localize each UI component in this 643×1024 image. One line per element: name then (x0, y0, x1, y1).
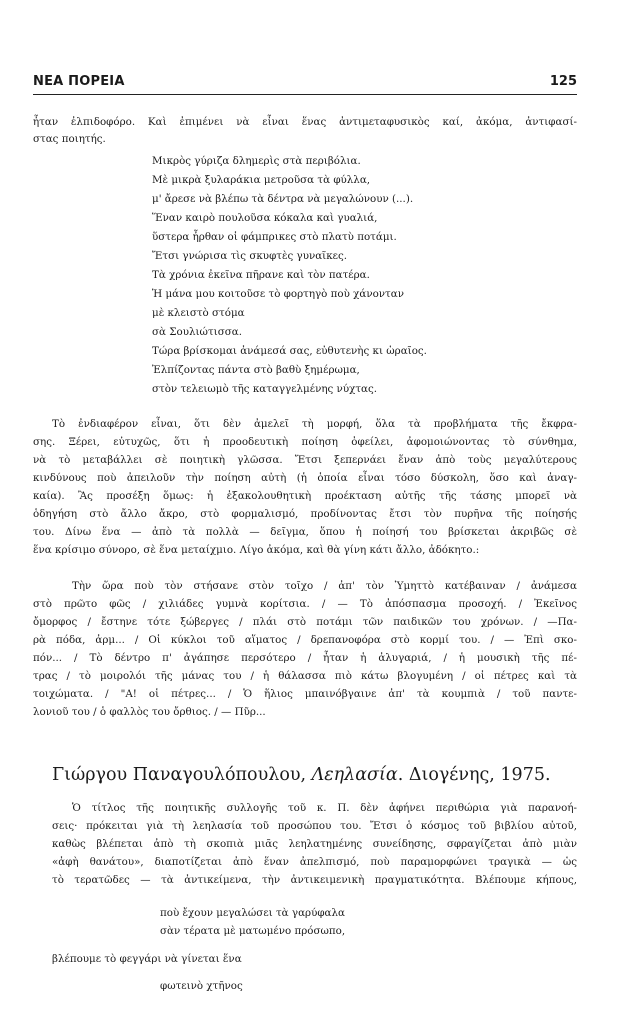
paragraph-line: ὁδηγήση στὸ ἄλλο ἄκρο, στὸ φορμαλισμό, προδίνοντας ἔτσι τὸν πυρῆνα τῆς ποίησής (33, 508, 577, 520)
paragraph-line: ἦταν ἐλπιδοφόρο. Καὶ ἐπιμένει νὰ εἶναι ἕνας ἀντιμεταφυσικὸς καί, ἀκόμα, ἀντιφασί- (33, 116, 577, 128)
poem-line: Τώρα βρίσκομαι ἀνάμεσά σας, εὐθυτενὴς κι ὡραῖος. (152, 345, 427, 357)
excerpt-line: στὸ πρῶτο φῶς / χιλιάδες γυμνὰ κορίτσια. / — Τὸ ἀπόσπασμα προσοχή. / Ἐκεῖνος (33, 598, 577, 610)
poem-line: στὸν τελειωμὸ τῆς καταγγελμένης νύχτας. (152, 383, 378, 395)
paragraph-line: τὸ τερατῶδες — τὰ ἀντικείμενα, τὴν ἀντικειμενικὴ πραγματικότητα. Βλέπουμε κήπους, (52, 874, 577, 886)
excerpt-line: ρὰ πόδα, ἀρμ... / Οἱ κύκλοι τοῦ αἵματος / δρεπανοφόρα στὸ κορμί του. / — Ἐπὶ σκο- (33, 634, 577, 646)
paragraph-line: ἕνα κρίσιμο σύνορο, σὲ ἕνα μεταίχμιο. Λίγο ἀκόμα, καὶ θὰ γίνη κάτι ἄλλο, ἀδόκητο.: (33, 544, 480, 556)
poem-line: Ἡ μάνα μου κοιτοῦσε τὸ φορτηγὸ ποὺ χάνονταν (152, 288, 404, 300)
excerpt-line: πόν... / Τὸ δέντρο π' ἀγάπησε περσότερο / ἦταν ἡ ἀλυγαριά, / ἡ μουσικὴ τῆς πέ- (33, 652, 577, 664)
paragraph-line: σης. Ξέρει, εὐτυχῶς, ὅτι ἡ προοδευτικὴ ποίηση ὀφείλει, ἀφομοιώνοντας τὸ σύνθημα, (33, 436, 577, 448)
poem-line: ὕστερα ἦρθαν οἱ φάμπρικες στὸ πλατὺ ποτάμι. (152, 231, 397, 243)
paragraph-line: «ἀφὴ θανάτου», διαποτίζεται ἀπὸ ἕναν ἀπελπισμό, ποὺ παραμορφώνει τραγικὰ — ὡς (52, 856, 577, 868)
poem-line: σὰ Σουλιώτισσα. (152, 326, 242, 338)
paragraph-line: στας ποιητής. (33, 133, 106, 145)
quote-line: φωτεινὸ χτῆνος (160, 980, 243, 992)
quote-line: ποὺ ἔχουν μεγαλώσει τὰ γαρύφαλα (160, 907, 345, 919)
review-author: Γιώργου Παναγουλόπουλου, (52, 765, 312, 785)
excerpt-line: τοιχώματα. / "Α! οἱ πέτρες... / Ὁ ἥλιος μπαινόβγαινε ἀπ' τὰ κουμπιὰ / τοῦ παντε- (33, 688, 577, 700)
poem-line: Ἐλπίζοντας πάντα στὸ βαθὺ ξημέρωμα, (152, 364, 360, 376)
poem-line: Ἔτσι γνώρισα τὶς σκυφτὲς γυναῖκες. (152, 250, 348, 262)
paragraph-line: κινδύνους ποὺ ἀπειλοῦν τὴν ποίηση αὐτὴ (ἡ ὁποία εἶναι τόσο δύσκολη, ὅσο καὶ ἀναγ- (33, 472, 577, 484)
review-publisher: . Διογένης, 1975. (397, 765, 551, 785)
quote-line: σὰν τέρατα μὲ ματωμένο πρόσωπο, (160, 925, 346, 937)
poem-line: μ' ἄρεσε νὰ βλέπω τὰ δέντρα νὰ μεγαλώνουν (...). (152, 193, 414, 205)
excerpt-line: ὄμορφος / ἔστηνε τότε ξώβεργες / πλάι στὸ ποτάμι τῶν παιδικῶν του χρόνων. / —Πα- (33, 616, 577, 628)
running-header (33, 74, 577, 95)
paragraph-line: καία). Ἂς προσέξη ὅμως: ἡ ἐξακολουθητικὴ προέκταση αὐτῆς τῆς τάσης μπορεῖ νὰ (33, 490, 577, 502)
poem-line: Ἕναν καιρὸ πουλοῦσα κόκαλα καὶ γυαλιά, (152, 212, 378, 224)
excerpt-line: Τὴν ὥρα ποὺ τὸν στήσανε στὸν τοῖχο / ἀπ' τὸν Ὑμηττὸ κατέβαιναν / ἀνάμεσα (72, 580, 577, 592)
paragraph-line: καθὼς βλέπεται ἀπὸ τὴ σκοπιὰ μιᾶς λεηλατημένης συνείδησης, σφραγίζεται ἀπὸ μιὰν (52, 838, 577, 850)
paragraph-line: σεις· πρόκειται γιὰ τὴ λεηλασία τοῦ προσώπου του. Ἔτσι ὁ κόσμος τοῦ βιβλίου αὐτοῦ, (52, 820, 577, 832)
excerpt-line: τρας / τὸ μοιρολόι τῆς μάνας του / ἡ θάλασσα πιὸ κάτω βλογυμένη / οἱ πέτρες καὶ τὰ (33, 670, 577, 682)
paragraph-line: Τὸ ἐνδιαφέρον εἶναι, ὅτι δὲν ἀμελεῖ τὴ μορφή, ὅλα τὰ προβλήματα τῆς ἔκφρα- (52, 418, 577, 430)
paragraph-line: βλέπουμε τὸ φεγγάρι νὰ γίνεται ἕνα (52, 953, 242, 965)
paragraph-line: νὰ τὸ μεταβάλλει σὲ ποιητικὴ γλῶσσα. Ἔτσι ξεπερνάει ἕναν ἀπὸ τοὺς μεγαλύτερους (33, 454, 577, 466)
review-heading (52, 765, 551, 785)
paragraph-line: του. Δίνω ἕνα — ἀπὸ τὰ πολλὰ — δεῖγμα, ὅπου ἡ ποίησή του βρίσκεται ἀκριβῶς σὲ (33, 526, 577, 538)
excerpt-line: λονιοῦ του / ὁ φαλλὸς του ὄρθιος. / — Πῦρ... (33, 706, 266, 718)
poem-line: Μὲ μικρὰ ξυλαράκια μετροῦσα τὰ φύλλα, (152, 174, 371, 186)
paragraph-line: Ὁ τίτλος τῆς ποιητικῆς συλλογῆς τοῦ κ. Π. δὲν ἀφήνει περιθώρια γιὰ παρανοή- (72, 802, 577, 814)
poem-line: Μικρὸς γύριζα δλημερὶς στὰ περιβόλια. (152, 155, 361, 167)
poem-line: Τὰ χρόνια ἐκεῖνα πῆρανε καὶ τὸν πατέρα. (152, 269, 370, 281)
review-book-title: Λεηλασία (311, 765, 398, 785)
poem-line: μὲ κλειστὸ στόμα (152, 307, 245, 319)
page-number: 125 (549, 74, 577, 89)
journal-title: ΝΕΑ ΠΟΡΕΙΑ (33, 74, 125, 89)
